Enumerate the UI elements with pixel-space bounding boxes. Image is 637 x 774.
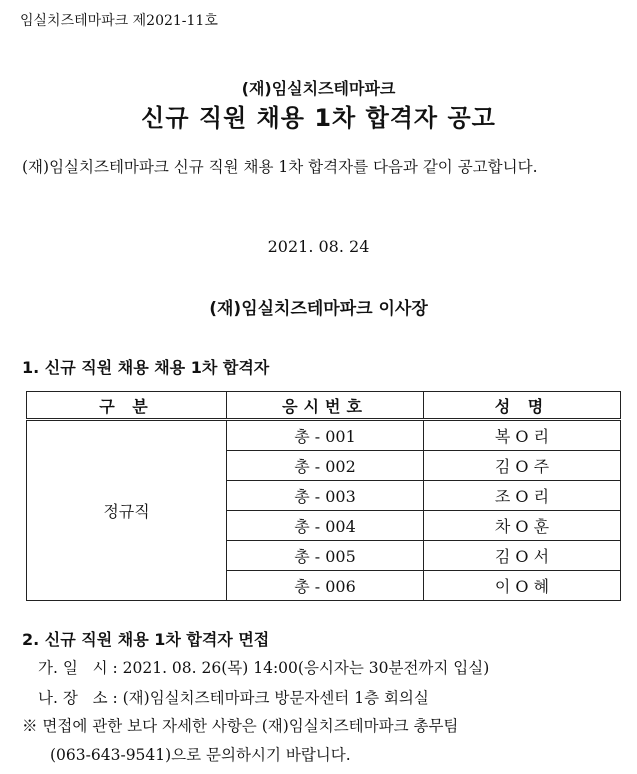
applicant-number: 총 - 004 [227,511,424,541]
signer-name: (재)임실치즈테마파크 이사장 [209,299,428,319]
interview-datetime: 가. 일 시 : 2021. 08. 26(목) 14:00(응시자는 30분전까지 입실) [38,659,490,677]
applicant-name: 이 O 혜 [424,571,621,601]
header-number: 응시번호 [227,392,424,420]
header-category: 구 분 [27,392,227,420]
category-cell: 정규직 [27,420,227,601]
applicant-name: 복 O 리 [424,420,621,451]
table-header-row [27,392,621,420]
applicant-number: 총 - 005 [227,541,424,571]
applicant-number: 총 - 003 [227,481,424,511]
announcement-date: 2021. 08. 24 [267,237,370,256]
page-title: 신규 직원 채용 1차 합격자 공고 [141,104,496,132]
document-number: 임실치즈테마파크 제2021-11호 [20,13,218,29]
contact-note: ※ 면접에 관한 보다 자세한 사항은 (재)임실치즈테마파크 총무팀 [22,717,459,735]
applicant-name: 조 O 리 [424,481,621,511]
contact-note-continued: (063-643-9541)으로 문의하시기 바랍니다. [50,746,351,764]
applicant-number: 총 - 001 [227,420,424,451]
applicant-number: 총 - 002 [227,451,424,481]
applicant-number: 총 - 006 [227,571,424,601]
section2-title: 2. 신규 직원 채용 1차 합격자 면접 [22,630,270,649]
header-name: 성 명 [424,392,621,420]
table-row [27,420,621,451]
organization-title: (재)임실치즈테마파크 [241,79,396,98]
applicant-name: 차 O 훈 [424,511,621,541]
applicant-name: 김 O 서 [424,541,621,571]
interview-location: 나. 장 소 : (재)임실치즈테마파크 방문자센터 1층 회의실 [38,689,429,707]
section1-title: 1. 신규 직원 채용 채용 1차 합격자 [22,358,270,377]
results-table [26,391,621,601]
intro-paragraph: (재)임실치즈테마파크 신규 직원 채용 1차 합격자를 다음과 같이 공고합니다. [22,158,538,176]
applicant-name: 김 O 주 [424,451,621,481]
